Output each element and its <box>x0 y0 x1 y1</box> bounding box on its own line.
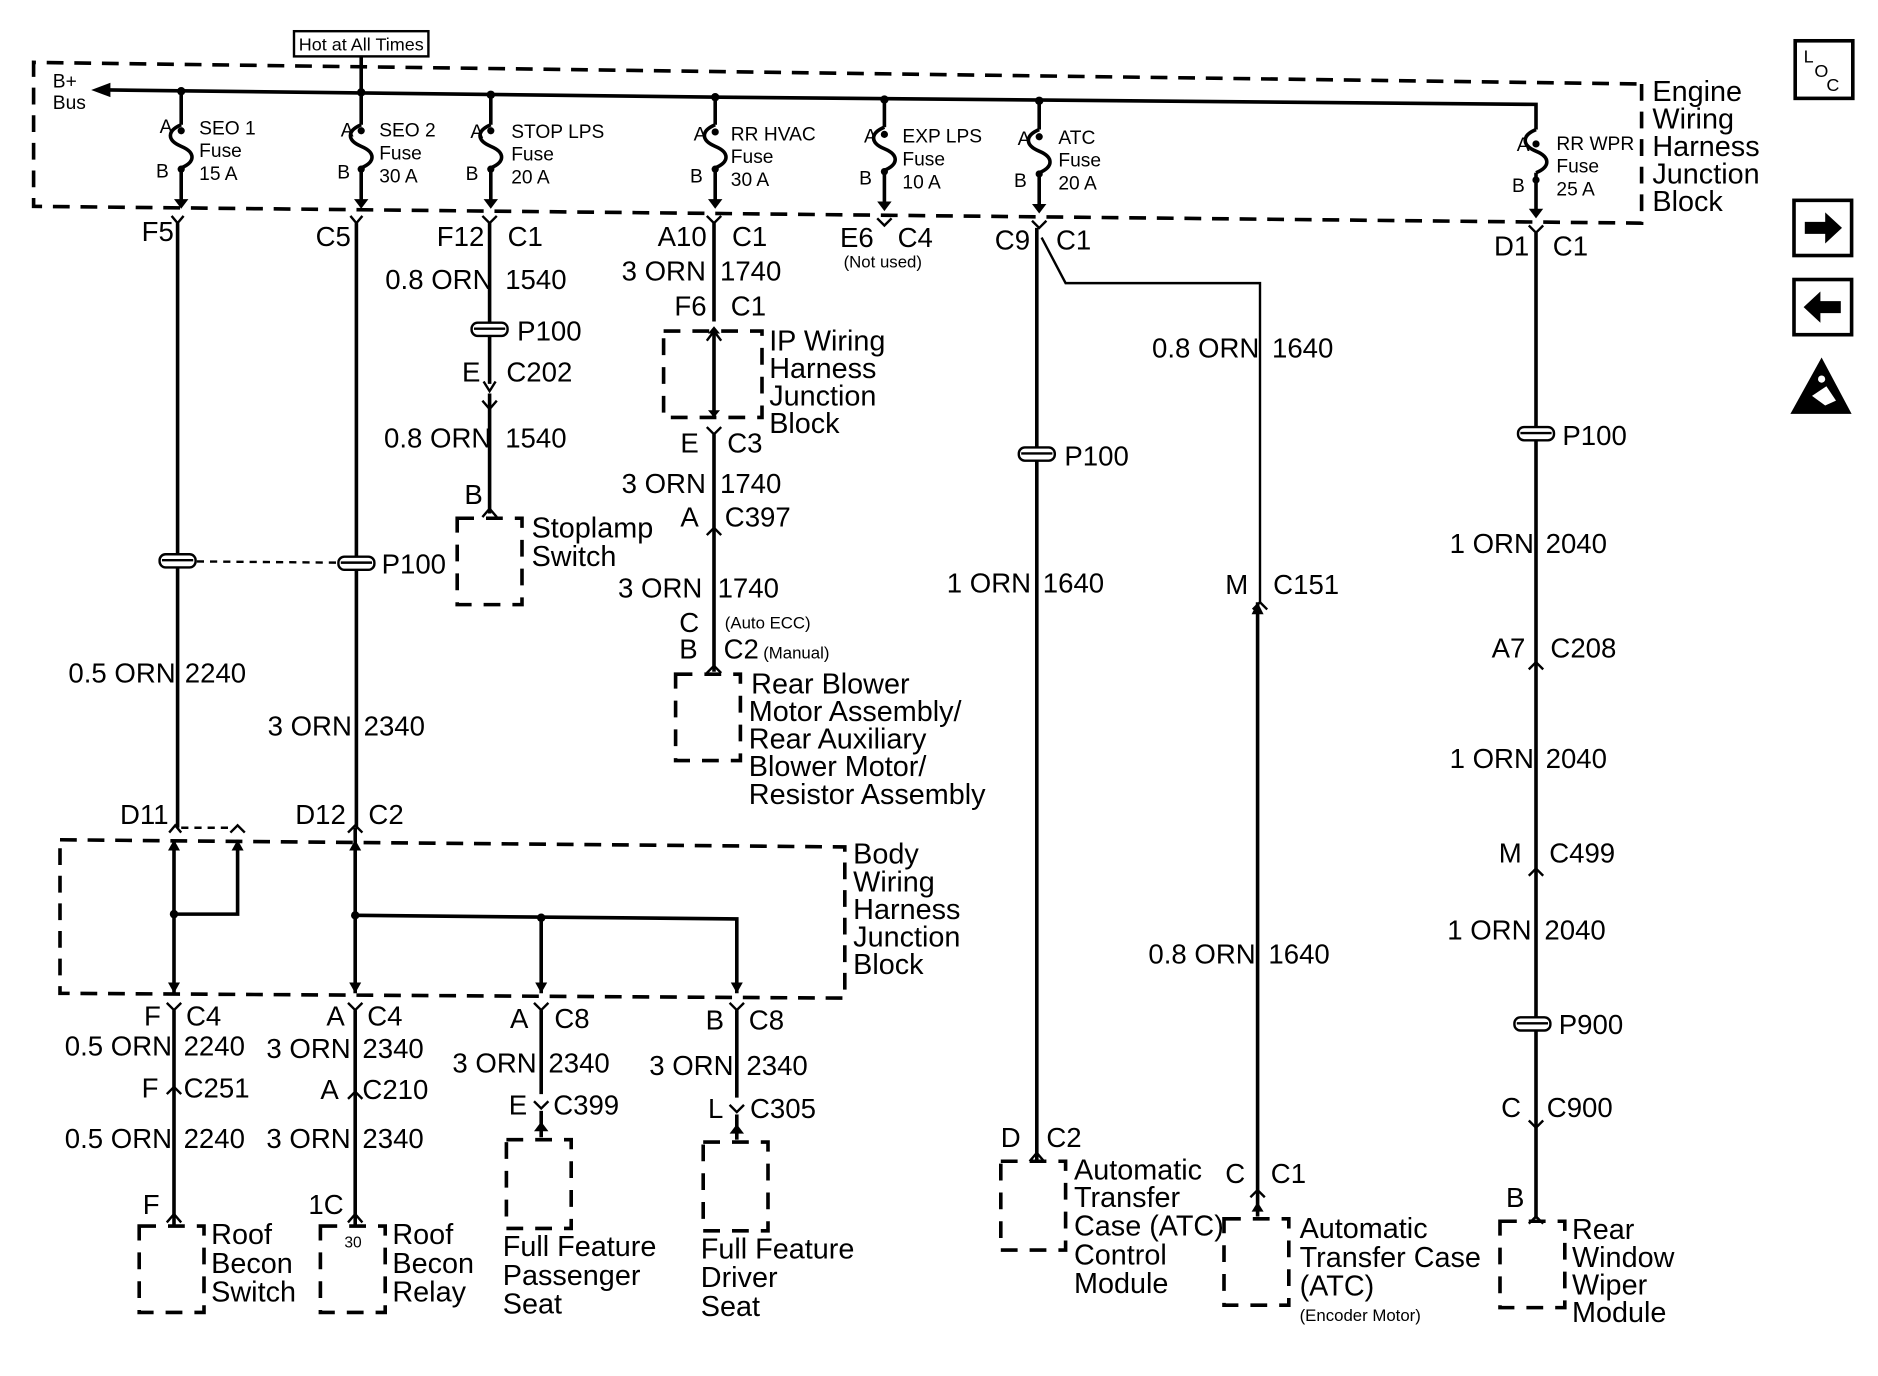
svg-text:B: B <box>464 478 483 510</box>
svg-text:M: M <box>1225 568 1249 600</box>
svg-text:2040: 2040 <box>1544 914 1606 946</box>
svg-text:Becon: Becon <box>211 1247 293 1280</box>
svg-text:Wiper: Wiper <box>1572 1269 1648 1302</box>
svg-text:B: B <box>1512 175 1525 197</box>
svg-text:Roof: Roof <box>211 1219 273 1252</box>
svg-text:1 ORN: 1 ORN <box>946 567 1032 599</box>
svg-text:Rear: Rear <box>1572 1214 1635 1247</box>
svg-text:P900: P900 <box>1558 1009 1624 1041</box>
svg-text:Transfer: Transfer <box>1074 1181 1181 1214</box>
svg-text:C4: C4 <box>367 1000 403 1032</box>
svg-text:A: A <box>680 501 699 533</box>
svg-text:3 ORN: 3 ORN <box>649 1049 734 1081</box>
svg-text:1640: 1640 <box>1272 332 1334 364</box>
svg-text:30 A: 30 A <box>730 169 770 191</box>
fuse-stop-lps <box>466 95 605 209</box>
fuse-rr-wpr <box>1512 120 1634 218</box>
svg-text:0.8 ORN: 0.8 ORN <box>384 422 492 454</box>
svg-text:C305: C305 <box>750 1093 816 1125</box>
svg-text:3 ORN: 3 ORN <box>266 1123 351 1155</box>
svg-text:Control: Control <box>1074 1239 1167 1272</box>
svg-text:Case (ATC): Case (ATC) <box>1074 1210 1224 1243</box>
svg-text:Switch: Switch <box>531 541 617 574</box>
svg-text:1 ORN: 1 ORN <box>1447 914 1532 946</box>
svg-text:C900: C900 <box>1546 1091 1613 1123</box>
svg-text:0.5 ORN: 0.5 ORN <box>64 1123 173 1155</box>
svg-text:2340: 2340 <box>746 1049 808 1081</box>
engine-block-label-4: Junction <box>1652 158 1760 191</box>
svg-text:Driver: Driver <box>700 1262 778 1295</box>
svg-text:B: B <box>679 633 698 665</box>
svg-text:20 A: 20 A <box>511 167 550 189</box>
svg-text:3 ORN: 3 ORN <box>266 1033 351 1065</box>
svg-text:F: F <box>142 1189 160 1221</box>
svg-text:EXP LPS: EXP LPS <box>902 126 983 148</box>
svg-text:Passenger: Passenger <box>502 1259 641 1292</box>
svg-text:RR WPR: RR WPR <box>1556 133 1635 155</box>
svg-text:2340: 2340 <box>363 710 425 742</box>
svg-text:1740: 1740 <box>720 468 782 500</box>
bplus-label: B+ <box>52 71 77 93</box>
svg-text:E6: E6 <box>840 222 874 254</box>
svg-text:C151: C151 <box>1273 568 1340 600</box>
svg-text:O: O <box>1814 60 1829 81</box>
svg-text:L: L <box>708 1093 724 1125</box>
svg-text:Fuse: Fuse <box>730 147 774 169</box>
svg-text:A: A <box>340 120 354 142</box>
svg-text:B: B <box>1506 1181 1525 1213</box>
svg-text:C4: C4 <box>186 1000 222 1032</box>
svg-text:Fuse: Fuse <box>1058 150 1102 172</box>
svg-text:1740: 1740 <box>717 572 779 604</box>
svg-text:Fuse: Fuse <box>199 141 242 163</box>
svg-text:Module: Module <box>1572 1297 1667 1330</box>
svg-text:3 ORN: 3 ORN <box>452 1047 537 1079</box>
svg-text:B: B <box>465 163 479 185</box>
svg-text:A7: A7 <box>1491 632 1526 664</box>
svg-text:Seat: Seat <box>700 1291 761 1324</box>
svg-text:A: A <box>1017 129 1031 151</box>
svg-text:C1: C1 <box>1056 224 1092 256</box>
fuse-seo1 <box>156 91 256 209</box>
esd-warning-icon <box>1790 357 1851 413</box>
svg-text:Harness: Harness <box>769 352 877 385</box>
svg-text:1540: 1540 <box>505 422 567 454</box>
svg-text:A: A <box>326 1000 345 1032</box>
svg-text:3 ORN: 3 ORN <box>621 468 706 500</box>
svg-text:Becon: Becon <box>392 1247 475 1280</box>
svg-text:B: B <box>337 162 351 184</box>
svg-text:C1: C1 <box>732 220 768 252</box>
svg-text:C1: C1 <box>1552 230 1589 262</box>
svg-text:Wiring: Wiring <box>853 866 935 899</box>
svg-text:Block: Block <box>769 408 840 441</box>
svg-text:B: B <box>705 1004 725 1036</box>
svg-text:Window: Window <box>1572 1241 1675 1274</box>
svg-text:0.8 ORN: 0.8 ORN <box>385 264 493 296</box>
svg-text:B: B <box>859 168 873 190</box>
svg-text:F: F <box>144 1000 161 1032</box>
svg-text:Resistor Assembly: Resistor Assembly <box>748 778 986 811</box>
svg-text:1 ORN: 1 ORN <box>1449 528 1534 560</box>
svg-text:A: A <box>864 126 877 148</box>
svg-text:B: B <box>1014 171 1027 193</box>
svg-text:P100: P100 <box>381 548 447 580</box>
svg-text:(Not used): (Not used) <box>843 252 922 272</box>
fuse-seo2 <box>337 92 436 208</box>
svg-text:F12: F12 <box>436 220 485 252</box>
svg-text:D11: D11 <box>120 799 169 831</box>
svg-text:Module: Module <box>1074 1268 1169 1301</box>
svg-text:C397: C397 <box>724 501 791 533</box>
svg-text:(Auto ECC): (Auto ECC) <box>724 613 811 633</box>
engine-block-label-5: Block <box>1652 186 1723 219</box>
svg-text:Rear Auxiliary: Rear Auxiliary <box>748 723 927 756</box>
svg-text:Automatic: Automatic <box>1299 1213 1428 1246</box>
svg-text:3 ORN: 3 ORN <box>618 572 703 604</box>
svg-text:C251: C251 <box>183 1072 250 1104</box>
svg-text:C1: C1 <box>1270 1157 1307 1189</box>
svg-text:0.5 ORN: 0.5 ORN <box>68 657 176 689</box>
svg-text:Switch: Switch <box>211 1276 296 1309</box>
stoplamp-switch-box <box>457 518 522 604</box>
engine-block-label-2: Wiring <box>1652 103 1734 136</box>
svg-text:2340: 2340 <box>362 1033 424 1065</box>
svg-text:2240: 2240 <box>184 657 247 689</box>
svg-text:D: D <box>1000 1121 1021 1153</box>
rear-wiper-module-box <box>1500 1221 1565 1307</box>
svg-text:B: B <box>156 161 169 183</box>
svg-text:P100: P100 <box>517 315 582 347</box>
svg-text:1 ORN: 1 ORN <box>1449 742 1534 774</box>
p100-splice-seo <box>160 554 375 570</box>
svg-text:Fuse: Fuse <box>1556 156 1600 178</box>
svg-text:B: B <box>690 166 703 188</box>
svg-text:C5: C5 <box>315 220 351 252</box>
svg-text:20 A: 20 A <box>1058 173 1097 195</box>
svg-text:D12: D12 <box>295 799 346 831</box>
loc-icon[interactable] <box>1795 41 1853 99</box>
svg-text:Full Feature: Full Feature <box>502 1231 657 1264</box>
arrow-left-icon[interactable] <box>1794 280 1852 335</box>
svg-text:Junction: Junction <box>853 921 961 954</box>
svg-text:Transfer Case: Transfer Case <box>1299 1241 1481 1274</box>
svg-text:1640: 1640 <box>1268 938 1330 970</box>
svg-text:C399: C399 <box>553 1089 620 1121</box>
svg-text:Stoplamp: Stoplamp <box>531 512 654 545</box>
svg-text:0.5 ORN: 0.5 ORN <box>64 1030 173 1062</box>
svg-text:Fuse: Fuse <box>379 143 422 165</box>
svg-text:C499: C499 <box>1549 837 1616 869</box>
svg-text:C9: C9 <box>994 224 1031 256</box>
svg-text:F5: F5 <box>141 216 174 248</box>
svg-text:RR HVAC: RR HVAC <box>730 124 816 146</box>
svg-text:Seat: Seat <box>502 1288 563 1321</box>
atc-encoder-motor-box <box>1224 1219 1289 1305</box>
svg-text:Automatic: Automatic <box>1074 1154 1203 1187</box>
svg-text:Rear Blower: Rear Blower <box>751 668 910 701</box>
svg-text:A: A <box>320 1073 339 1105</box>
svg-text:Relay: Relay <box>392 1276 467 1309</box>
svg-text:C1: C1 <box>730 290 767 322</box>
svg-text:C1: C1 <box>507 220 543 252</box>
svg-text:C: C <box>1225 1157 1246 1189</box>
svg-text:3 ORN: 3 ORN <box>267 710 352 742</box>
fuse-atc <box>1014 101 1101 214</box>
svg-text:D1: D1 <box>1494 230 1530 262</box>
svg-text:25 A: 25 A <box>1556 179 1595 201</box>
svg-text:SEO 1: SEO 1 <box>199 118 256 140</box>
arrow-right-icon[interactable] <box>1794 200 1852 255</box>
svg-text:C4: C4 <box>897 222 933 254</box>
atc-control-module-box <box>1001 1161 1066 1250</box>
svg-text:E: E <box>508 1089 528 1121</box>
svg-text:C208: C208 <box>1550 632 1617 664</box>
svg-text:1C: 1C <box>308 1189 344 1221</box>
svg-text:A: A <box>1516 135 1530 157</box>
fuse-exp-lps <box>859 100 982 212</box>
svg-text:2240: 2240 <box>183 1030 245 1062</box>
svg-text:Harness: Harness <box>853 893 961 926</box>
engine-block-label-3: Harness <box>1652 130 1760 163</box>
svg-text:15 A: 15 A <box>199 163 238 185</box>
svg-text:SEO 2: SEO 2 <box>379 120 436 142</box>
svg-text:E: E <box>462 356 481 388</box>
svg-text:Roof: Roof <box>392 1219 454 1252</box>
svg-text:A: A <box>470 121 484 143</box>
svg-text:C: C <box>679 607 700 639</box>
svg-text:(ATC): (ATC) <box>1299 1270 1375 1303</box>
svg-text:2240: 2240 <box>183 1123 245 1155</box>
svg-text:1540: 1540 <box>505 264 567 296</box>
svg-text:M: M <box>1498 837 1522 869</box>
svg-text:(Encoder Motor): (Encoder Motor) <box>1299 1305 1421 1325</box>
roof-becon-switch-box <box>139 1226 204 1312</box>
svg-text:C2: C2 <box>1046 1121 1082 1153</box>
svg-text:Body: Body <box>853 838 919 871</box>
svg-text:2040: 2040 <box>1545 528 1607 560</box>
svg-text:STOP LPS: STOP LPS <box>511 121 605 143</box>
svg-text:A: A <box>510 1003 529 1035</box>
svg-text:L: L <box>1803 46 1814 67</box>
svg-text:Fuse: Fuse <box>511 144 554 166</box>
svg-text:1740: 1740 <box>720 255 782 287</box>
rear-blower-box <box>676 674 741 760</box>
svg-text:1640: 1640 <box>1042 567 1105 599</box>
svg-text:2340: 2340 <box>548 1047 610 1079</box>
svg-text:2340: 2340 <box>362 1123 424 1155</box>
driver-seat-box <box>703 1142 768 1231</box>
svg-text:C8: C8 <box>748 1004 785 1036</box>
svg-text:Fuse: Fuse <box>902 149 946 171</box>
svg-text:30 A: 30 A <box>379 166 418 188</box>
svg-text:C8: C8 <box>554 1003 590 1035</box>
svg-text:C: C <box>1826 75 1840 96</box>
svg-text:10 A: 10 A <box>902 172 941 194</box>
svg-text:F: F <box>141 1072 159 1104</box>
svg-text:A10: A10 <box>657 220 707 252</box>
svg-text:C3: C3 <box>727 427 763 459</box>
bus-arrow-icon <box>91 83 110 97</box>
svg-text:C210: C210 <box>362 1073 429 1105</box>
svg-text:30: 30 <box>344 1234 362 1252</box>
svg-text:C202: C202 <box>506 356 573 388</box>
svg-text:Blower Motor/: Blower Motor/ <box>748 751 927 784</box>
svg-text:Full Feature: Full Feature <box>700 1233 855 1266</box>
svg-text:Junction: Junction <box>769 380 877 413</box>
svg-text:C2: C2 <box>368 799 404 831</box>
svg-text:C2: C2 <box>723 633 759 665</box>
svg-text:F6: F6 <box>674 290 707 322</box>
svg-text:0.8 ORN: 0.8 ORN <box>1148 938 1256 970</box>
svg-text:(Manual): (Manual) <box>763 643 830 663</box>
svg-text:3 ORN: 3 ORN <box>621 255 706 287</box>
svg-text:A: A <box>159 117 173 139</box>
svg-text:0.8 ORN: 0.8 ORN <box>1152 332 1260 364</box>
svg-text:ATC: ATC <box>1058 127 1096 149</box>
fuse-rr-hvac <box>690 97 816 209</box>
svg-text:Block: Block <box>853 949 924 982</box>
hot-at-all-times-label: Hot at All Times <box>298 34 424 55</box>
bus-label: Bus <box>52 93 86 115</box>
svg-text:2040: 2040 <box>1545 742 1607 774</box>
svg-text:A: A <box>693 124 707 146</box>
passenger-seat-box <box>506 1140 571 1229</box>
svg-text:P100: P100 <box>1064 440 1129 472</box>
svg-text:E: E <box>680 427 699 459</box>
svg-text:P100: P100 <box>1562 420 1627 452</box>
svg-text:C: C <box>1501 1091 1522 1123</box>
engine-block-label-1: Engine <box>1652 75 1743 108</box>
svg-text:Motor Assembly/: Motor Assembly/ <box>748 695 962 728</box>
svg-text:IP Wiring: IP Wiring <box>769 325 886 358</box>
